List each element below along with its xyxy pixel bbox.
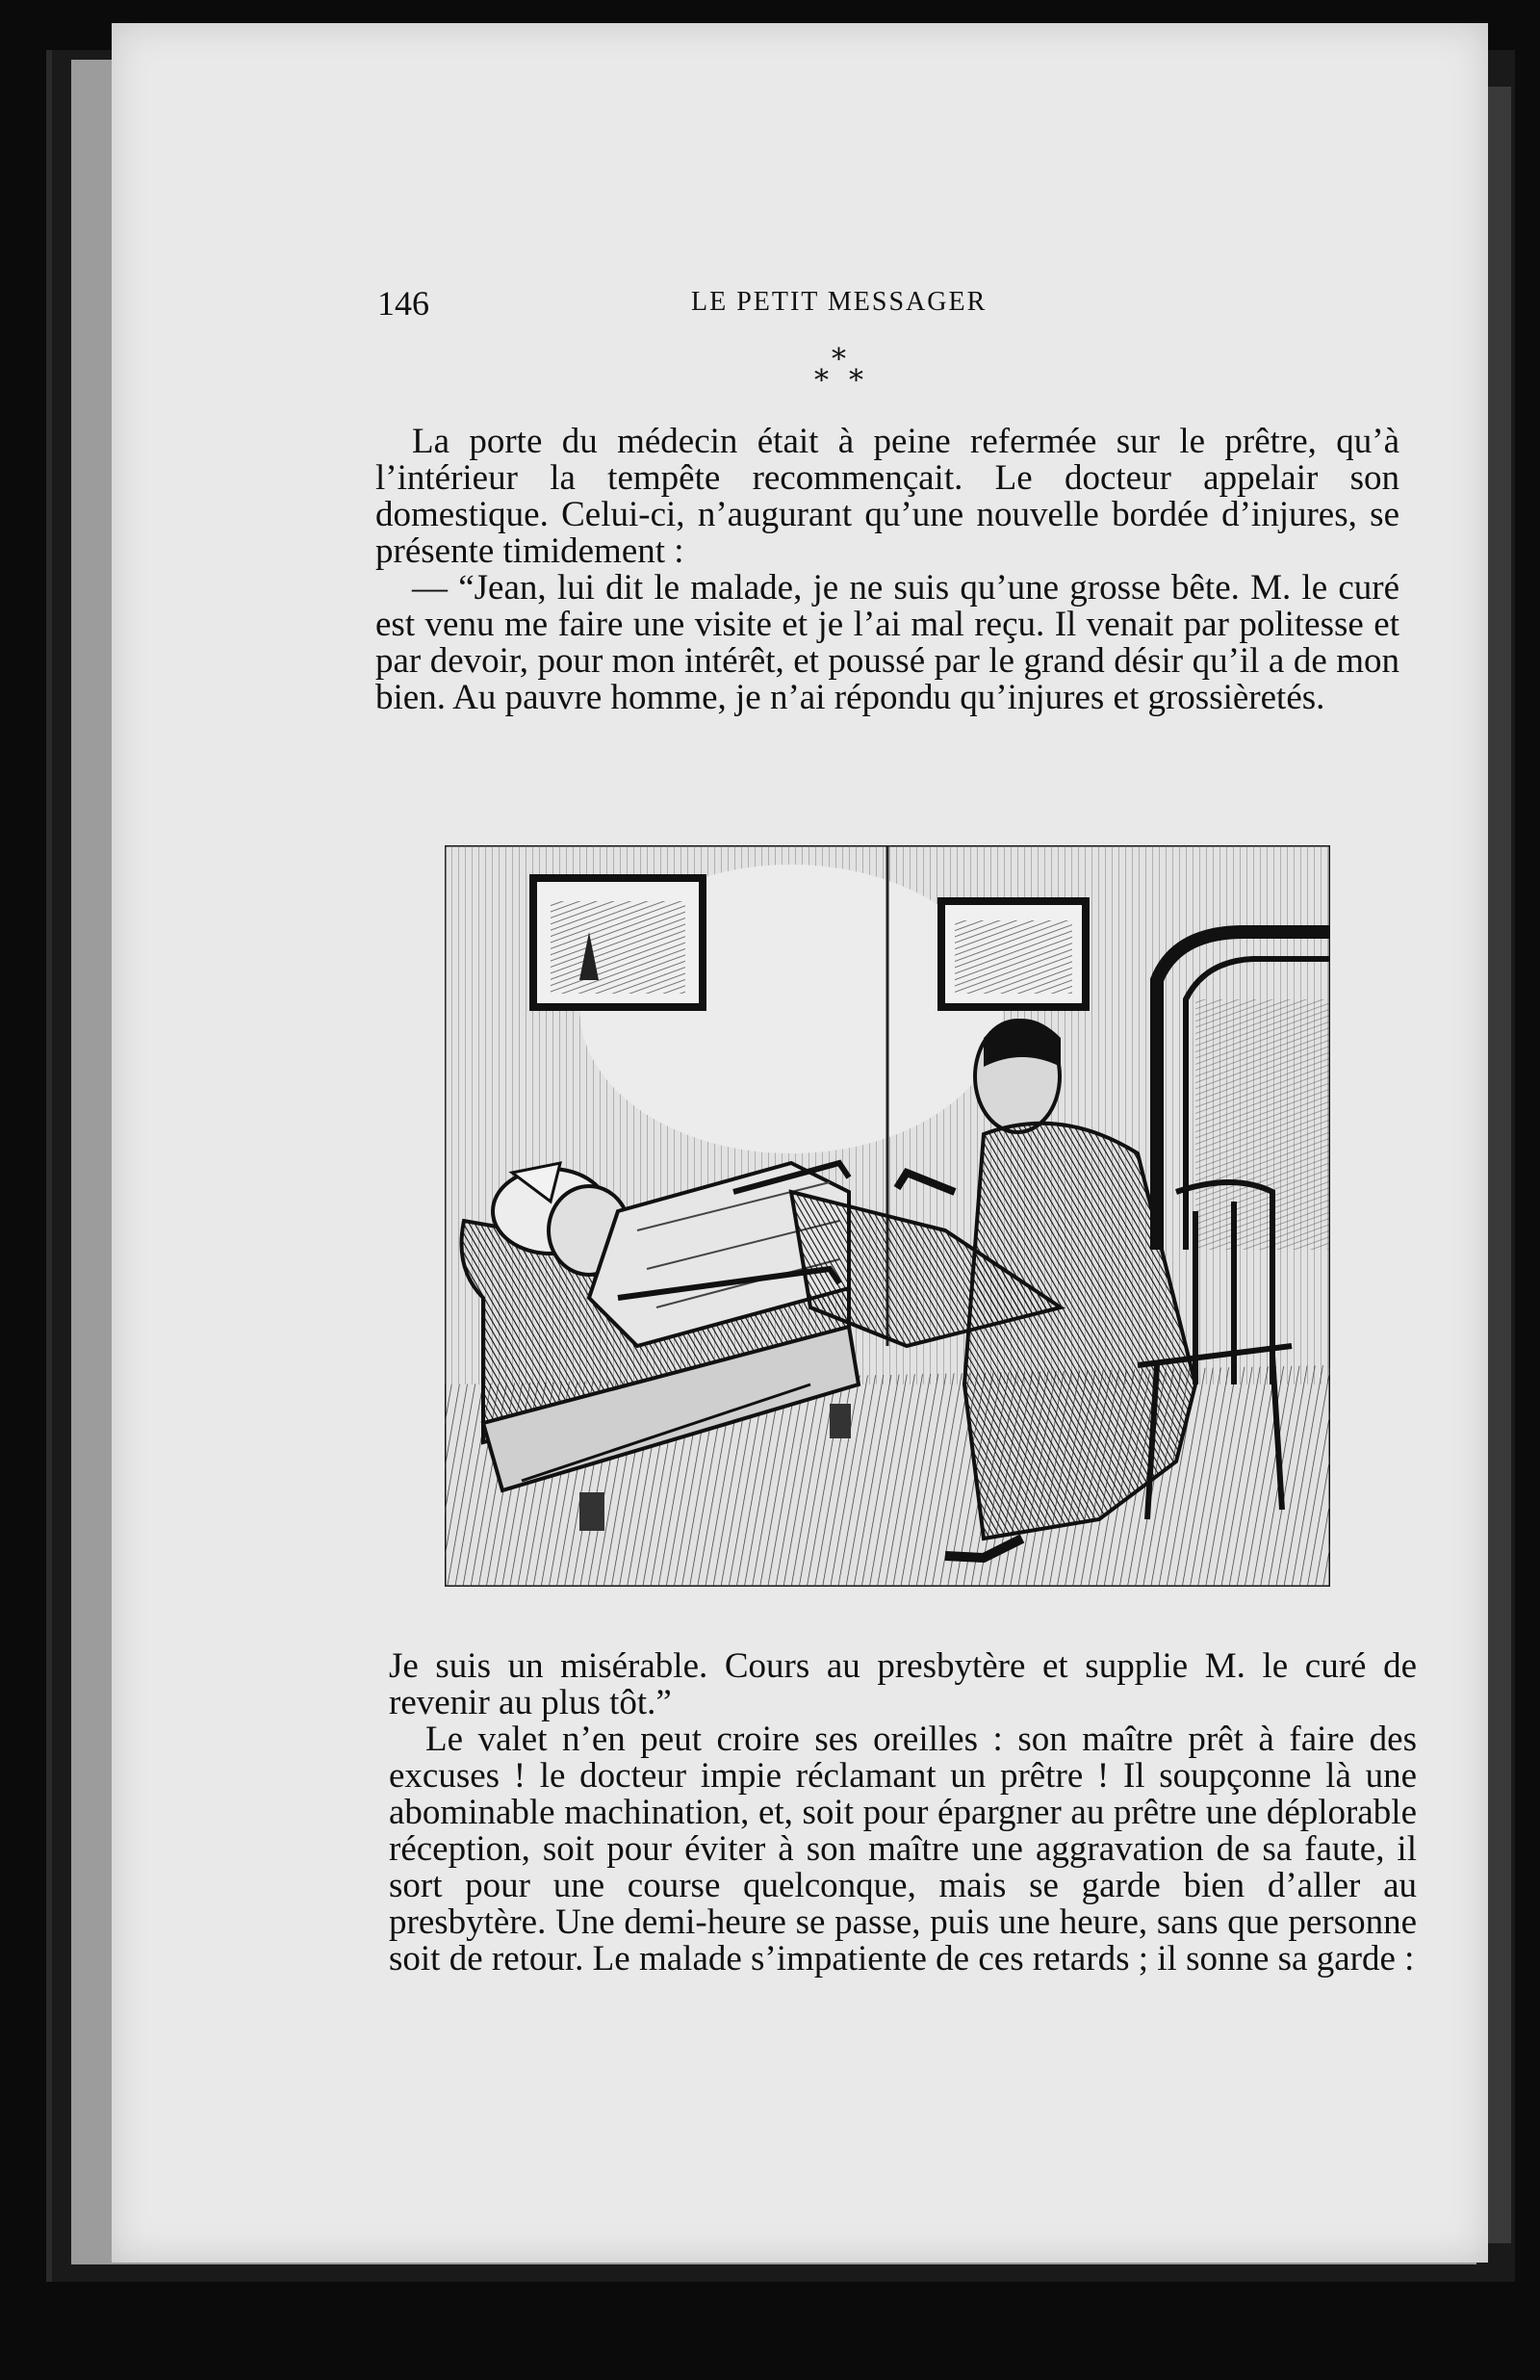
page-header	[377, 283, 1417, 322]
framed-picture-left	[533, 878, 703, 1007]
paragraph: — “Jean, lui dit le malade, je ne suis qu’une grosse bête. M. le curé est venu me faire une visite et je l’ai mal reçu. Il venait par politesse et par devoir, pour mon intérêt, et poussé par le grand désir qu’il a de mon bien. Au pauvre homme, je n’ai répondu qu’injures et grossièretés.	[375, 568, 1399, 717]
page-number: 146	[377, 284, 429, 323]
paragraph: Le valet n’en peut croire ses oreilles : son maître prêt à faire des excuses ! le docteur impie réclamant un prêtre ! Il soupçonne là une abominable machination, et, soit pour épargner au prêtre une déplorable réception, soit pour éviter à son maître une aggravation de sa faute, il sort pour une course quelconque, mais se garde bien d’aller au presbytère. Une demi-heure se passe, puis une heure, sans que personne soit de retour. Le malade s’impatiente de ces retards ; il sonne sa garde :	[389, 1720, 1417, 1979]
running-title: LE PETIT MESSAGER	[691, 287, 988, 317]
engraving-illustration	[445, 845, 1330, 1587]
paragraph: Je suis un misérable. Cours au presbytère et supplie M. le curé de revenir au plus tôt.”	[389, 1646, 1417, 1722]
bottom-text-block	[389, 1648, 1417, 1978]
asterism-star-top: *	[832, 343, 846, 376]
paragraph: La porte du médecin était à peine refermée sur le prêtre, qu’à l’intérieur la tempête recommençait. Le docteur appelair son domestique. Celui-ci, n’augurant qu’une nouvelle bordée d’injures, se présente timidement :	[375, 422, 1399, 571]
asterism-star-left: *	[814, 364, 829, 398]
framed-picture-right	[941, 901, 1086, 1007]
book-edge	[1488, 87, 1511, 2243]
top-text-block	[375, 424, 1399, 716]
asterism-star-right: *	[849, 364, 863, 398]
asterism-separator	[808, 343, 876, 401]
